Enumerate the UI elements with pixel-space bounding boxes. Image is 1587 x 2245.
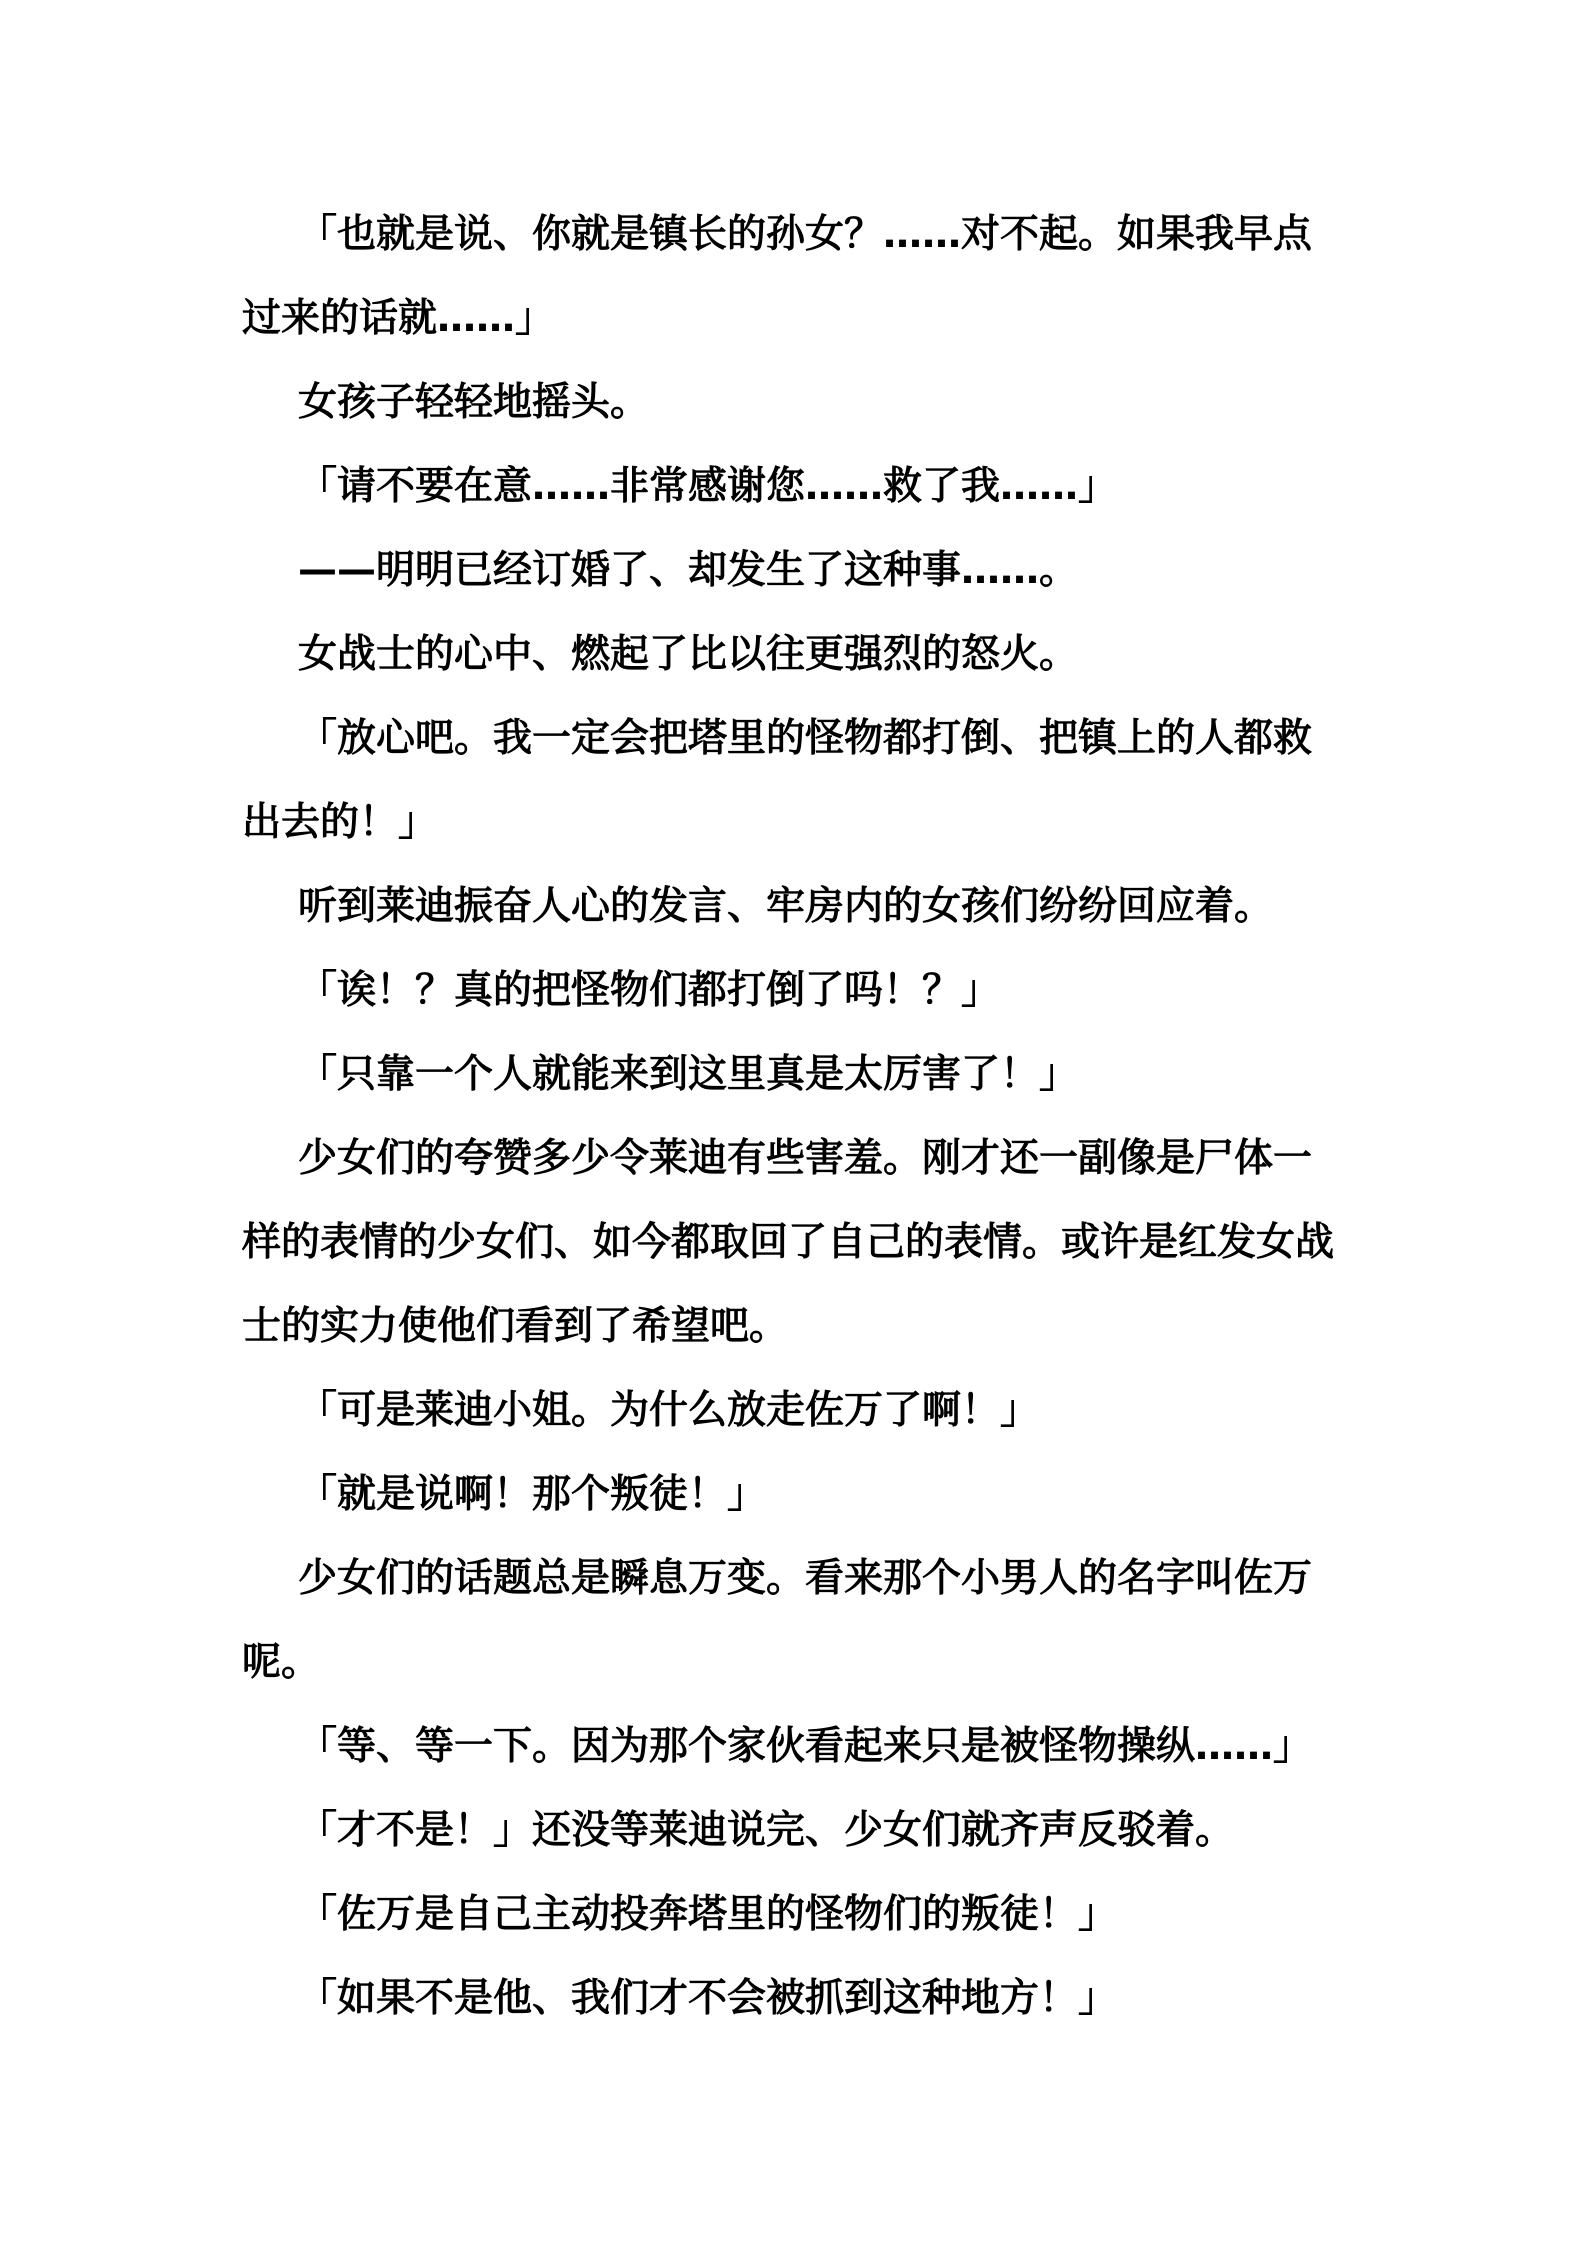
text-line: 女战士的心中、燃起了比以往更强烈的怒火。 <box>298 632 1079 677</box>
paragraph <box>242 1873 1362 1957</box>
text-line: 「等、等一下。因为那个家伙看起来只是被怪物操纵……」 <box>298 1724 1313 1769</box>
text-line: 「就是说啊！那个叛徒！」 <box>298 1472 767 1517</box>
paragraph <box>242 949 1362 1033</box>
text-line: 「也就是说、你就是镇长的孙女？……对不起。如果我早点 <box>298 212 1313 257</box>
paragraph <box>242 361 1362 445</box>
text-line: 「诶！？真的把怪物们都打倒了吗！？」 <box>298 968 1001 1013</box>
text-line: 呢。 <box>242 1640 321 1685</box>
paragraph <box>242 1537 1362 1705</box>
paragraph <box>242 445 1362 529</box>
text-line: 「只靠一个人就能来到这里真是太厉害了！」 <box>298 1052 1079 1097</box>
text-line: 听到莱迪振奋人心的发言、牢房内的女孩们纷纷回应着。 <box>298 884 1274 929</box>
paragraph <box>242 1957 1362 2041</box>
text-line: 「请不要在意……非常感谢您……救了我……」 <box>298 464 1118 509</box>
paragraph <box>242 697 1362 865</box>
paragraph <box>242 193 1362 361</box>
paragraph <box>242 865 1362 949</box>
text-line: 士的实力使他们看到了希望吧。 <box>242 1304 789 1349</box>
text-line: 过来的话就……」 <box>242 296 555 341</box>
text-line: 样的表情的少女们、如今都取回了自己的表情。或许是红发女战 <box>242 1220 1335 1265</box>
text-line: ——明明已经订婚了、却发生了这种事……。 <box>298 548 1079 593</box>
text-line: 「如果不是他、我们才不会被抓到这种地方！」 <box>298 1976 1118 2021</box>
text-line: 「放心吧。我一定会把塔里的怪物都打倒、把镇上的人都救 <box>298 716 1313 761</box>
text-line: 少女们的夸赞多少令莱迪有些害羞。刚才还一副像是尸体一 <box>298 1136 1313 1181</box>
paragraph <box>242 1453 1362 1537</box>
paragraph <box>242 1033 1362 1117</box>
text-line: 「可是莱迪小姐。为什么放走佐万了啊！」 <box>298 1388 1040 1433</box>
paragraph <box>242 613 1362 697</box>
text-line: 少女们的话题总是瞬息万变。看来那个小男人的名字叫佐万 <box>298 1556 1313 1601</box>
paragraph <box>242 1117 1362 1369</box>
text-line: 女孩子轻轻地摇头。 <box>298 380 650 425</box>
text-line: 出去的！」 <box>242 800 438 845</box>
text-line: 「才不是！」还没等莱迪说完、少女们就齐声反驳着。 <box>298 1808 1235 1853</box>
paragraph <box>242 1369 1362 1453</box>
paragraph <box>242 1789 1362 1873</box>
paragraph <box>242 529 1362 613</box>
paragraph <box>242 1705 1362 1789</box>
text-line: 「佐万是自己主动投奔塔里的怪物们的叛徒！」 <box>298 1892 1118 1937</box>
document-page <box>242 193 1362 2041</box>
